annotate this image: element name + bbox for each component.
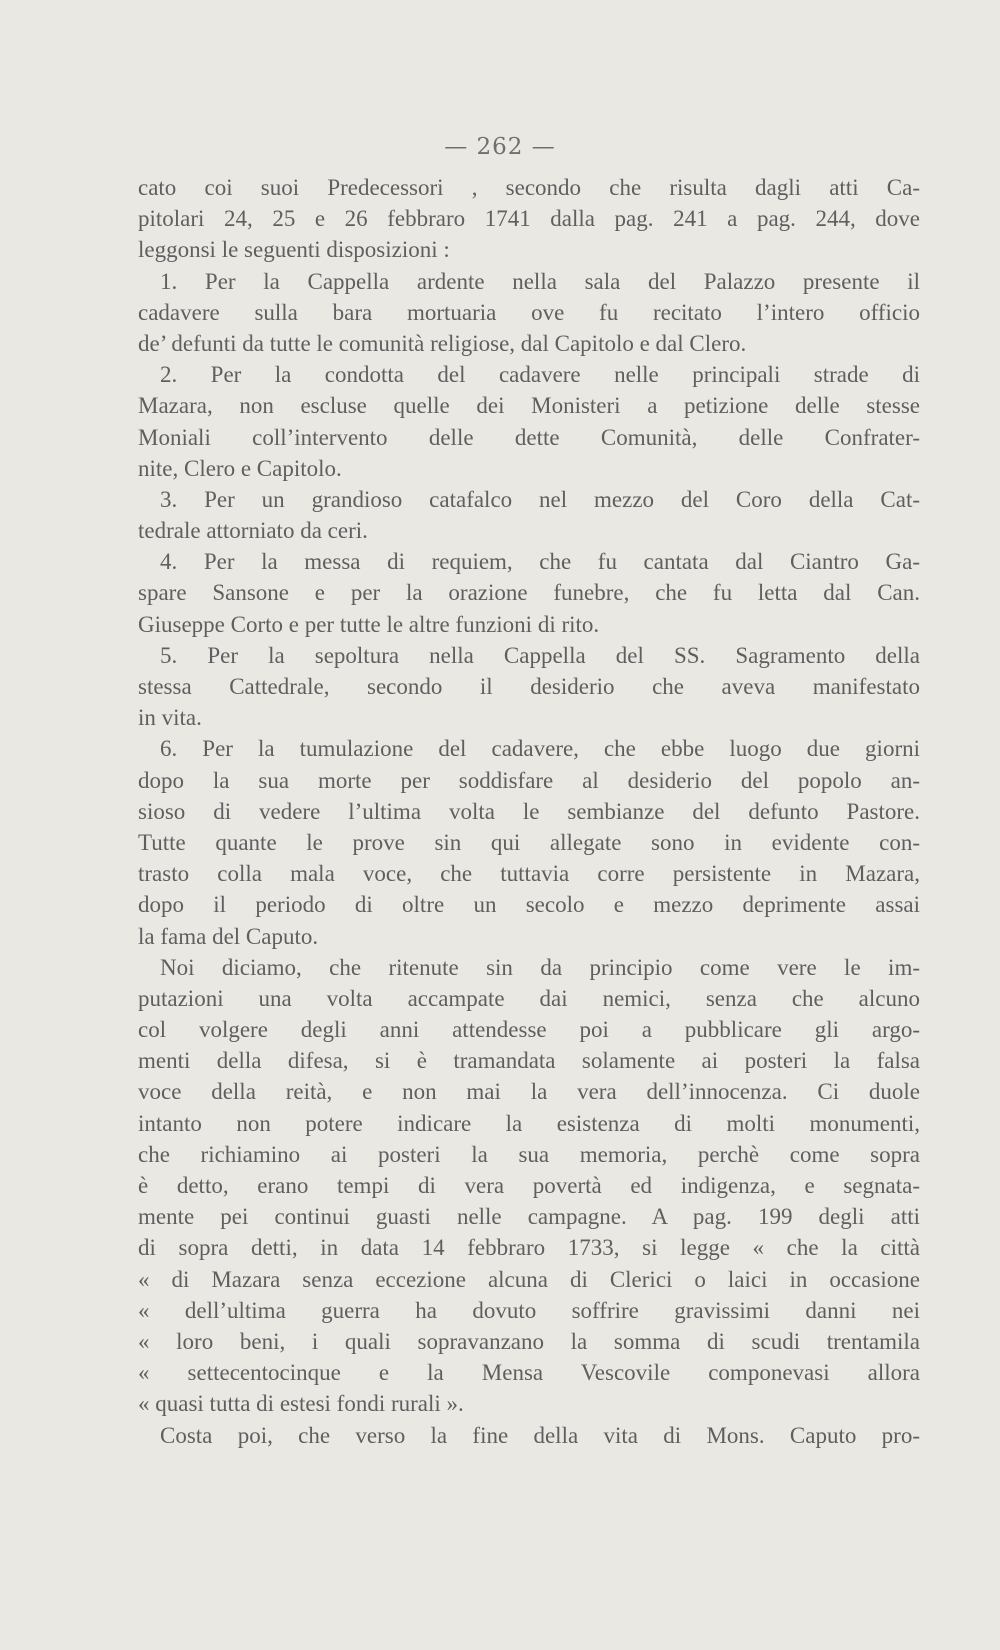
text-line: 5. Per la sepoltura nella Cappella del SS. Sagramento della bbox=[160, 642, 920, 668]
text-line: « settecentocinque e la Mensa Vescovile componevasi allora bbox=[138, 1360, 920, 1386]
text-line: 6. Per la tumulazione del cadavere, che ebbe luogo due giorni bbox=[160, 736, 920, 762]
text-line: Giuseppe Corto e per tutte le altre funzioni di rito. bbox=[138, 611, 600, 637]
text-line: intanto non potere indicare la esistenza di molti monumenti, bbox=[138, 1110, 920, 1136]
text-line: Costa poi, che verso la fine della vita di Mons. Caputo pro- bbox=[160, 1422, 920, 1448]
text-line: « dell’ultima guerra ha dovuto soffrire gravissimi danni nei bbox=[138, 1297, 920, 1323]
text-line: mente pei continui guasti nelle campagne. A pag. 199 degli atti bbox=[138, 1204, 920, 1230]
text-line: « quasi tutta di estesi fondi rurali ». bbox=[138, 1391, 464, 1417]
text-line: dopo la sua morte per soddisfare al desiderio del popolo an- bbox=[138, 767, 920, 793]
text-line: che richiamino ai posteri la sua memoria, perchè come sopra bbox=[138, 1141, 920, 1167]
text-line: leggonsi le seguenti disposizioni : bbox=[138, 237, 450, 263]
text-line: in vita. bbox=[138, 705, 202, 731]
body-text bbox=[138, 172, 920, 1451]
text-line: Mazara, non escluse quelle dei Monisteri a petizione delle stesse bbox=[138, 393, 920, 419]
text-line: 1. Per la Cappella ardente nella sala del Palazzo presente il bbox=[160, 268, 920, 294]
text-line: « di Mazara senza eccezione alcuna di Clerici o laici in occasione bbox=[138, 1266, 920, 1292]
text-line: è detto, erano tempi di vera povertà ed indigenza, e segnata- bbox=[138, 1173, 920, 1198]
text-line: pitolari 24, 25 e 26 febbraro 1741 dalla pag. 241 a pag. 244, dove bbox=[138, 206, 920, 232]
text-line: Noi diciamo, che ritenute sin da principio come vere le im- bbox=[160, 954, 920, 980]
text-line: 3. Per un grandioso catafalco nel mezzo del Coro della Cat- bbox=[160, 486, 920, 512]
text-line: Tutte quante le prove sin qui allegate sono in evidente con- bbox=[138, 829, 920, 855]
text-line: nite, Clero e Capitolo. bbox=[138, 455, 342, 481]
page-number-header: — 262 — bbox=[444, 134, 556, 160]
text-line: 2. Per la condotta del cadavere nelle principali strade di bbox=[160, 362, 920, 388]
text-line: Moniali coll’intervento delle dette Comunità, delle Confrater- bbox=[138, 424, 920, 450]
text-line: cadavere sulla bara mortuaria ove fu recitato l’intero officio bbox=[138, 299, 920, 325]
text-line: cato coi suoi Predecessori , secondo che risulta dagli atti Ca- bbox=[138, 175, 920, 200]
text-line: menti della difesa, si è tramandata solamente ai posteri la falsa bbox=[138, 1048, 920, 1074]
text-line: voce della reità, e non mai la vera dell’innocenza. Ci duole bbox=[138, 1079, 920, 1105]
text-line: sioso di vedere l’ultima volta le sembianze del defunto Pastore. bbox=[138, 798, 920, 824]
text-line: de’ defunti da tutte le comunità religiose, dal Capitolo e dal Clero. bbox=[138, 330, 747, 356]
text-line: di sopra detti, in data 14 febbraro 1733, si legge « che la città bbox=[138, 1235, 920, 1261]
text-line: la fama del Caputo. bbox=[138, 923, 319, 949]
text-line: putazioni una volta accampate dai nemici, senza che alcuno bbox=[138, 985, 920, 1011]
text-line: trasto colla mala voce, che tuttavia corre persistente in Mazara, bbox=[138, 861, 920, 887]
text-line: stessa Cattedrale, secondo il desiderio che aveva manifestato bbox=[138, 674, 920, 699]
text-line: « loro beni, i quali sopravanzano la somma di scudi trentamila bbox=[138, 1328, 920, 1354]
text-line: col volgere degli anni attendesse poi a pubblicare gli argo- bbox=[138, 1017, 920, 1043]
text-line: dopo il periodo di oltre un secolo e mezzo deprimente assai bbox=[138, 892, 920, 918]
text-line: spare Sansone e per la orazione funebre, che fu letta dal Can. bbox=[138, 580, 920, 606]
text-line: 4. Per la messa di requiem, che fu cantata dal Ciantro Ga- bbox=[160, 549, 920, 575]
text-line: tedrale attorniato da ceri. bbox=[138, 518, 368, 544]
